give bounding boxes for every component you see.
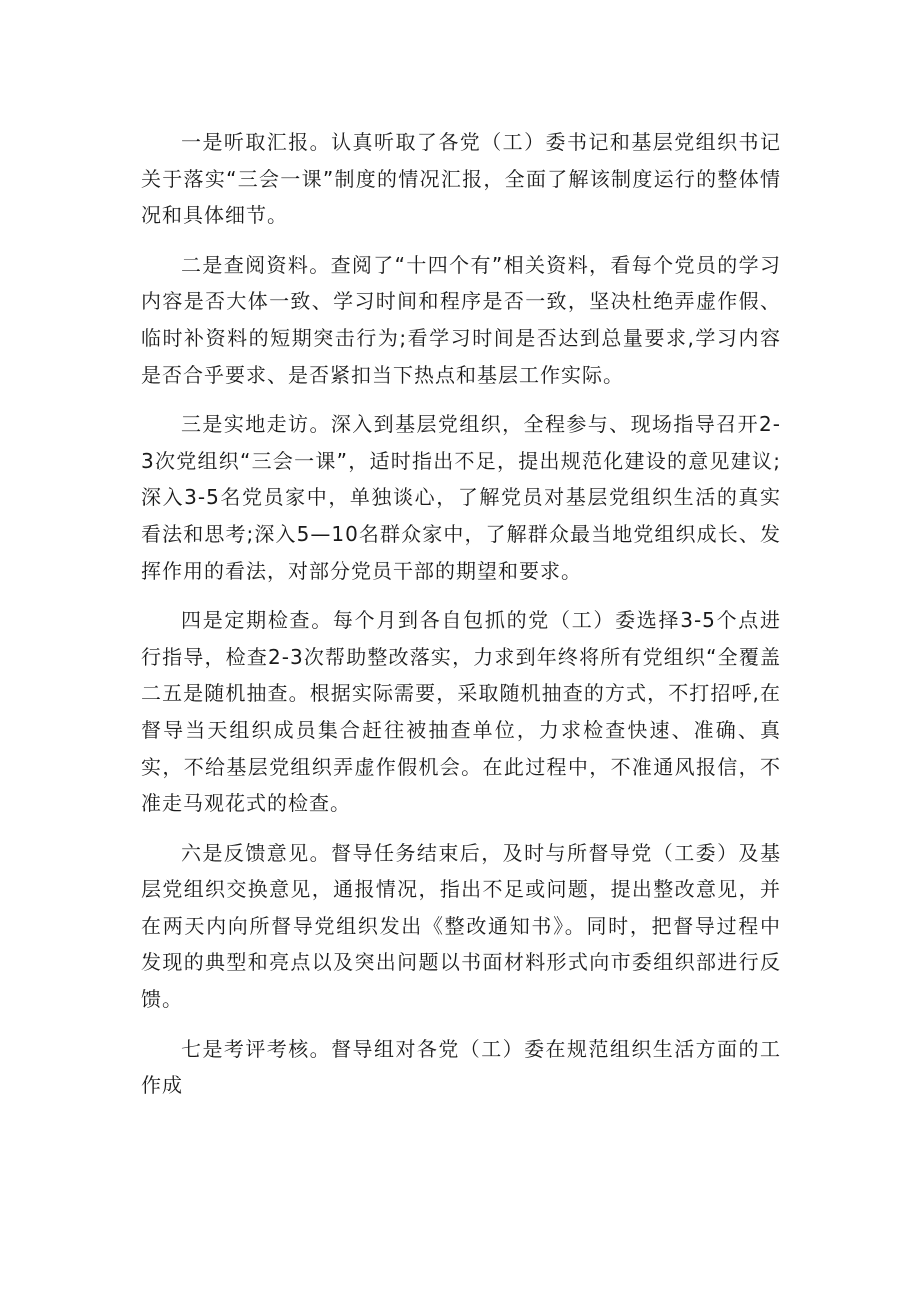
paragraph-regular-inspection: 四是定期检查。每个月到各自包抓的党（工）委选择3-5个点进行指导，检查2-3次帮助整改落实，力求到年终将所有党组织“全覆盖二五是随机抽查。根据实际需要，采取随机抽查的方式，不打招呼,在督导当天组织成员集合赶往被抽查单位，力求检查快速、准确、真实，不给基层党组织弄虚作假机会。在此过程中，不准通风报信，不准走马观花式的检查。: [141, 608, 781, 816]
document-body: [141, 124, 781, 1104]
paragraph-assessment: 七是考评考核。督导组对各党（工）委在规范组织生活方面的工作成: [141, 1036, 781, 1098]
paragraph-review-materials: 二是查阅资料。查阅了“十四个有”相关资料，看每个党员的学习内容是否大体一致、学习时间和程序是否一致，坚决杜绝弄虚作假、临时补资料的短期突击行为;看学习时间是否达到总量要求,学习内容是否合乎要求、是否紧扣当下热点和基层工作实际。: [141, 252, 781, 387]
paragraph-listen-reports: 一是听取汇报。认真听取了各党（工）委书记和基层党组织书记关于落实“三会一课”制度的情况汇报，全面了解该制度运行的整体情况和具体细节。: [141, 130, 781, 228]
paragraph-feedback: 六是反馈意见。督导任务结束后，及时与所督导党（工委）及基层党组织交换意见，通报情况，指出不足或问题，提出整改意见，并在两天内向所督导党组织发出《整改通知书》。同时，把督导过程中发现的典型和亮点以及突出问题以书面材料形式向市委组织部进行反馈。: [141, 840, 781, 1012]
paragraph-field-visits: 三是实地走访。深入到基层党组织，全程参与、现场指导召开2-3次党组织“三会一课”，适时指出不足，提出规范化建设的意见建议;深入3-5名党员家中，单独谈心，了解党员对基层党组织生活的真实看法和思考;深入5—10名群众家中，了解群众最当地党组织成长、发挥作用的看法，对部分党员干部的期望和要求。: [141, 412, 781, 583]
